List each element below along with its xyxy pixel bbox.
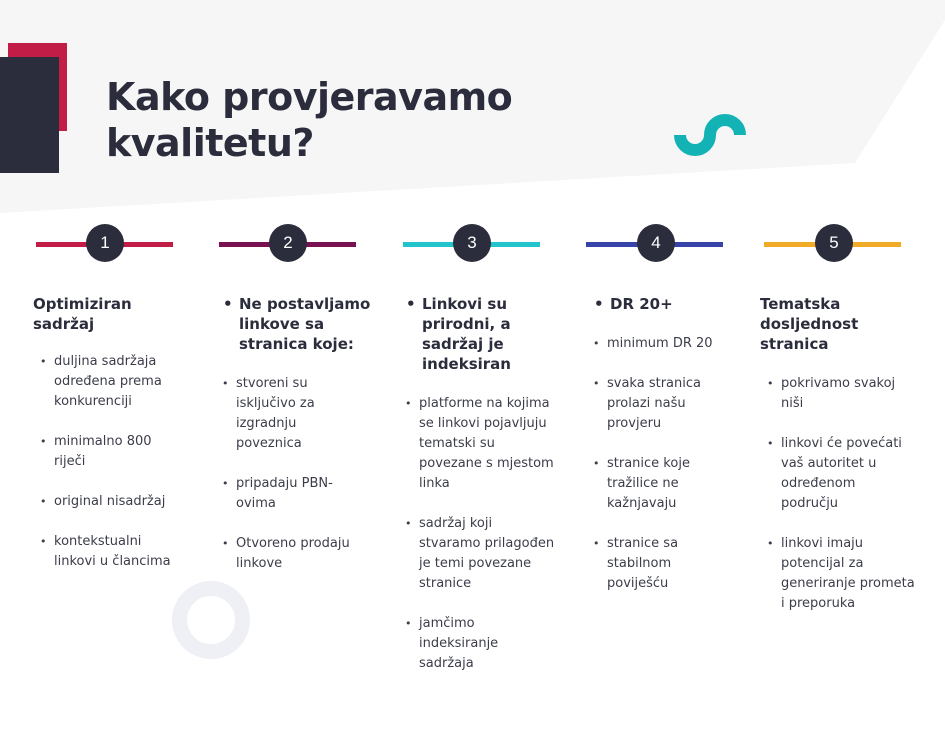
list-item: • stranice sa stabilnom poviješću (591, 534, 731, 594)
wave-icon (672, 112, 754, 158)
step-heading-1: Optimiziran sadržaj (33, 295, 132, 333)
step-number-5: 5 (815, 224, 853, 262)
list-item: • pokrivamo svakoj niši (765, 374, 915, 414)
list-item: • jamčimo indeksiranje sadržaja (403, 614, 555, 674)
step-heading-3: • Linkovi su prirodni, a sadržaj je indeksiran (406, 294, 526, 374)
list-item: • minimalno 800 riječi (38, 432, 186, 472)
list-item: • kontekstualni linkovi u člancima (38, 532, 186, 572)
step-number-3: 3 (453, 224, 491, 262)
decorative-dark-block (0, 57, 59, 173)
list-item: • minimum DR 20 (591, 334, 731, 354)
list-item: • Otvoreno prodaju linkove (220, 534, 360, 574)
list-item: • svaka stranica prolazi našu provjeru (591, 374, 731, 434)
step-number-1: 1 (86, 224, 124, 262)
step-heading-4: • DR 20+ (594, 294, 714, 314)
step-heading-5: Tematska dosljednost stranica (760, 295, 859, 353)
list-item: • stvoreni su isključivo za izgradnju poveznica (220, 374, 360, 454)
step-list-1 (38, 352, 186, 592)
step-number-4: 4 (637, 224, 675, 262)
step-heading-2: • Ne postavljamo linkove sa stranica koje: (223, 294, 373, 354)
list-item: • sadržaj koji stvaramo prilagođen je temi povezane stranice (403, 514, 555, 594)
list-item: • linkovi će povećati vaš autoritet u određenom području (765, 434, 915, 514)
list-item: • platforme na kojima se linkovi pojavljuju tematski su povezane s mjestom linka (403, 394, 555, 494)
step-list-3 (403, 394, 555, 694)
page-title-line1: Kako provjeravamo (106, 75, 513, 119)
step-list-2 (220, 374, 360, 594)
page-title-line2: kvalitetu? (106, 121, 314, 165)
step-list-4 (591, 334, 731, 614)
list-item: • original nisadržaj (38, 492, 186, 512)
list-item: • pripadaju PBN-ovima (220, 474, 360, 514)
list-item: • linkovi imaju potencijal za generiranje prometa i preporuka (765, 534, 915, 614)
list-item: • duljina sadržaja određena prema konkurenciji (38, 352, 186, 412)
step-number-2: 2 (269, 224, 307, 262)
list-item: • stranice koje tražilice ne kažnjavaju (591, 454, 731, 514)
page-title (106, 74, 566, 166)
step-list-5 (765, 374, 915, 634)
